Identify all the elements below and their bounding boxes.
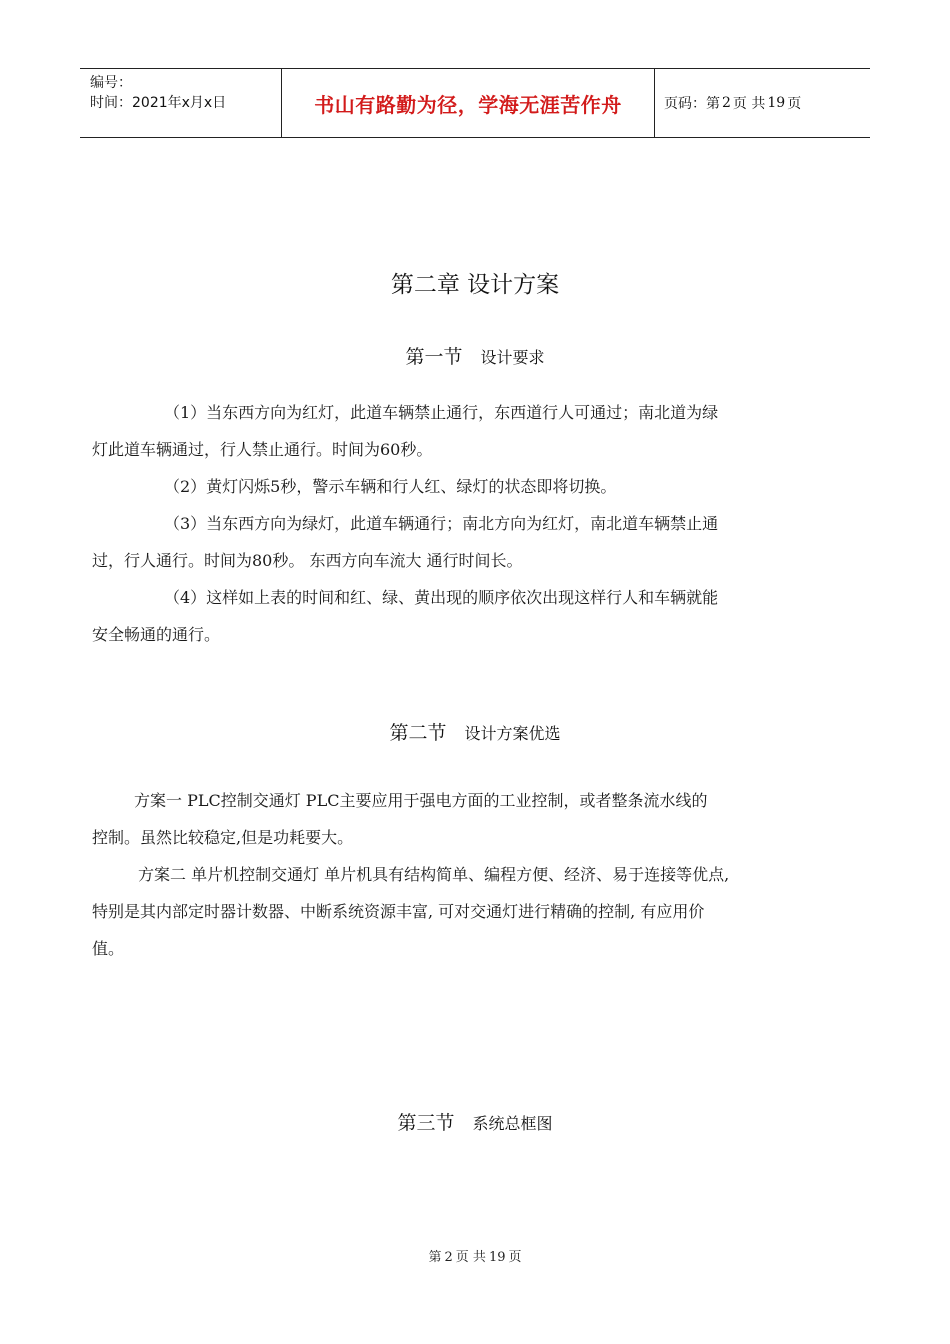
header-page-prefix: 页码：第 [664,96,720,112]
header-motto: 书山有路勤为径，学海无涯苦作舟 [314,92,622,117]
header-meta [90,73,226,113]
header-page-info [664,69,801,137]
footer-mid: 页 共 [455,1250,486,1265]
plan-line: 控制。虽然比较稳定,但是功耗要大。 [92,828,354,847]
requirement-line: 灯此道车辆通过，行人禁止通行。时间为60秒。 [92,440,433,459]
footer-prefix: 第 [428,1250,442,1265]
section-number: 第一节 [405,346,463,368]
header-page-total: 19 [767,95,786,111]
section-number: 第三节 [397,1112,455,1134]
header-divider [654,69,655,137]
requirement-line: （1）当东西方向为红灯，此道车辆禁止通行，东西道行人可通过；南北道为绿 [164,403,719,422]
requirements-list [92,394,862,653]
plan-two-paragraph [92,856,862,967]
plan-line: 方案二 单片机控制交通灯 单片机具有结构简单、编程方便、经济、易于连接等优点, [138,865,730,884]
section-subtitle: 设计方案优选 [464,724,561,743]
plan-line: 值。 [92,939,125,958]
chapter-title: 第二章 设计方案 [390,272,560,298]
section-heading [0,718,950,745]
plan-one-paragraph [92,782,862,856]
section-heading [0,342,950,369]
header-number: 编号： [90,75,132,91]
section-subtitle: 系统总框图 [472,1114,553,1133]
plan-line: 特别是其内部定时器计数器、中断系统资源丰富, 可对交通灯进行精确的控制, 有应用价 [92,902,705,921]
header-page-suffix: 页 [787,96,802,112]
section-number: 第二节 [389,722,447,744]
header-page-mid: 页 共 [732,96,766,112]
requirement-line: （2）黄灯闪烁5秒，警示车辆和行人红、绿灯的状态即将切换。 [164,477,617,496]
footer-total: 19 [488,1250,506,1265]
requirement-line: （3）当东西方向为绿灯，此道车辆通行；南北方向为红灯，南北道车辆禁止通 [164,514,719,533]
header-time: 时间：2021年x月x日 [90,95,227,111]
footer-suffix: 页 [508,1250,522,1265]
section-heading [0,1108,950,1135]
section-subtitle: 设计要求 [480,348,545,367]
page-footer [0,1246,950,1265]
requirement-line: 过，行人通行。时间为80秒。 东西方向车流大 通行时间长。 [92,551,523,570]
requirement-line: 安全畅通的通行。 [92,625,221,644]
plan-line: 方案一 PLC控制交通灯 PLC主要应用于强电方面的工业控制，或者整条流水线的 [134,791,708,810]
requirement-line: （4）这样如上表的时间和红、绿、黄出现的顺序依次出现这样行人和车辆就能 [164,588,719,607]
header-page-current: 2 [722,95,731,111]
footer-current: 2 [444,1250,453,1265]
page-header [80,68,870,138]
